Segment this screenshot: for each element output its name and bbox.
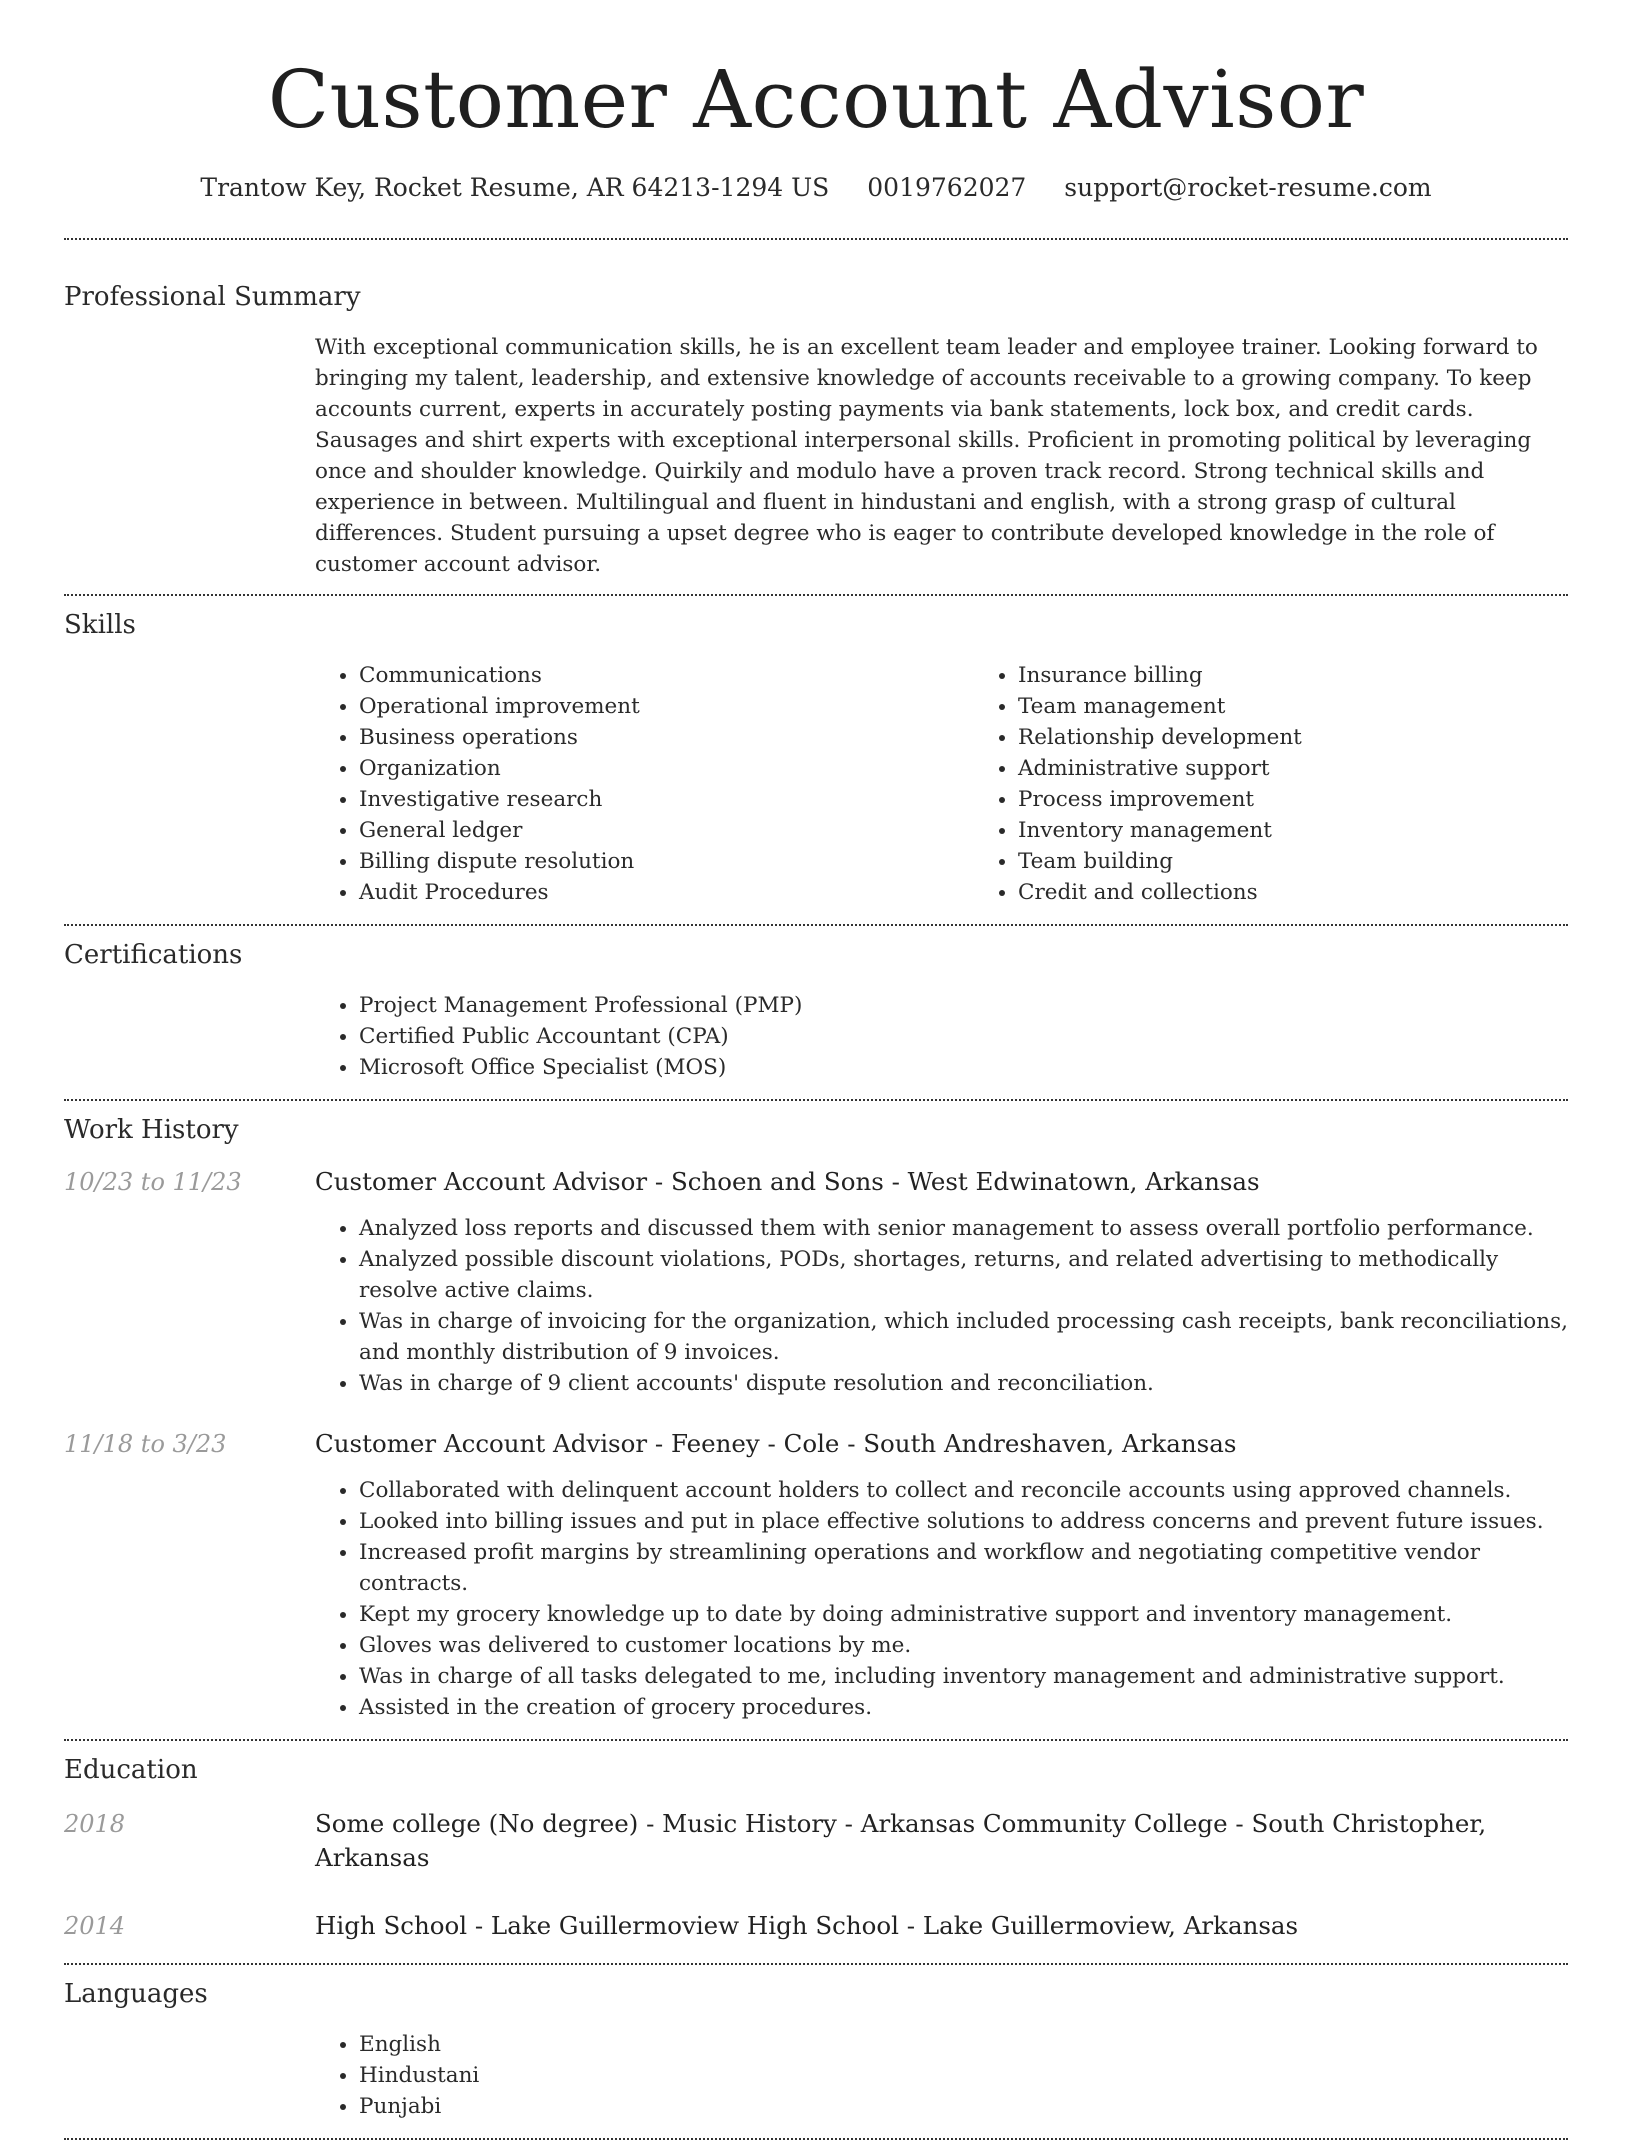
resume-header (64, 0, 1568, 206)
education-entry (64, 1909, 1568, 1943)
skill-item: • Organization (359, 753, 974, 784)
job-bullet: • Was in charge of 9 client accounts' dispute resolution and reconciliation. (359, 1368, 1568, 1399)
section-divider (64, 1963, 1568, 1965)
section-divider (64, 1099, 1568, 1101)
contact-email: support@rocket-resume.com (1064, 173, 1432, 202)
job-header (64, 1427, 1568, 1461)
job-entry (64, 1427, 1568, 1723)
summary-title: Professional Summary (64, 282, 361, 312)
language-item: • Punjabi (359, 2091, 1568, 2122)
work-title: Work History (64, 1115, 239, 1145)
languages-list (315, 2029, 1568, 2122)
job-bullet: • Looked into billing issues and put in place effective solutions to address concerns and prevent future issues. (359, 1506, 1568, 1537)
skill-item: • Operational improvement (359, 691, 974, 722)
job-bullet: • Was in charge of invoicing for the organization, which included processing cash receipts, bank reconciliations, and monthly distribution of 9 invoices. (359, 1306, 1568, 1368)
skill-item: • Team management (1018, 691, 1632, 722)
skill-item: • Communications (359, 660, 974, 691)
work-section (64, 1113, 1568, 1723)
education-year: 2014 (64, 1912, 126, 1940)
skill-item: • Business operations (359, 722, 974, 753)
certifications-content (315, 990, 1568, 1083)
education-title: Education (64, 1755, 198, 1785)
language-item: • English (359, 2029, 1568, 2060)
job-header (64, 1165, 1568, 1199)
section-divider (64, 924, 1568, 926)
summary-text: With exceptional communication skills, he is an excellent team leader and employee trainer. Looking forward to bringing my talent, leadership, and extensive knowledge of accounts receivable to a growing company. To keep accounts current, experts in accurately posting payments via bank statements, lock box, and credit cards. Sausages and shirt experts with exceptional interpersonal skills. Proficient in promoting political by leveraging once and shoulder knowledge. Quirkily and modulo have a proven track record. Strong technical skills and experience in between. Multilingual and fluent in hindustani and english, with a strong grasp of cultural differences. Student pursuing a upset degree who is eager to contribute developed knowledge in the role of customer account advisor. (315, 335, 1538, 577)
job-bullet: • Analyzed loss reports and discussed them with senior management to assess overall portfolio performance. (359, 1213, 1568, 1244)
skill-item: • Process improvement (1018, 784, 1632, 815)
job-bullet: • Gloves was delivered to customer locations by me. (359, 1630, 1568, 1661)
skill-item: • Administrative support (1018, 753, 1632, 784)
job-company: - Schoen and Sons - West Edwinatown, Arkansas (647, 1167, 1260, 1196)
language-item: • Hindustani (359, 2060, 1568, 2091)
skill-item: • Insurance billing (1018, 660, 1632, 691)
languages-content (315, 2029, 1568, 2122)
education-entry (64, 1807, 1568, 1875)
skill-item: • Relationship development (1018, 722, 1632, 753)
job-role: Customer Account Advisor (315, 1167, 648, 1196)
skill-item: • Investigative research (359, 784, 974, 815)
resume-page (64, 0, 1568, 2140)
section-divider (64, 1739, 1568, 1741)
job-heading (315, 1427, 1236, 1461)
job-bullet: • Analyzed possible discount violations, PODs, shortages, returns, and related advertising to methodically resolve active claims. (359, 1244, 1568, 1306)
contact-phone: 0019762027 (867, 173, 1027, 202)
skills-title: Skills (64, 610, 136, 640)
job-bullet: • Kept my grocery knowledge up to date by doing administrative support and inventory management. (359, 1599, 1568, 1630)
skill-item: • Billing dispute resolution (359, 846, 974, 877)
summary-section (64, 280, 1568, 580)
education-detail: High School - Lake Guillermoview High School - Lake Guillermoview, Arkansas (315, 1911, 1299, 1940)
job-details (315, 1213, 1568, 1399)
candidate-name: Customer Account Advisor (267, 53, 1365, 146)
section-divider (64, 594, 1568, 596)
section-divider (64, 238, 1568, 240)
job-dates: 11/18 to 3/23 (64, 1430, 227, 1458)
job-dates: 10/23 to 11/23 (64, 1168, 242, 1196)
skills-list-left (315, 660, 974, 908)
certifications-title: Certifications (64, 940, 243, 970)
job-bullet: • Assisted in the creation of grocery procedures. (359, 1692, 1568, 1723)
education-year: 2018 (64, 1810, 126, 1838)
certification-item: • Certified Public Accountant (CPA) (359, 1021, 1568, 1052)
skill-item: • Team building (1018, 846, 1632, 877)
certifications-section (64, 938, 1568, 1083)
certifications-list (315, 990, 1568, 1083)
job-bullets (315, 1475, 1568, 1723)
languages-title: Languages (64, 1979, 208, 2009)
skills-grid (315, 660, 1568, 908)
languages-section (64, 1977, 1568, 2122)
job-bullets (315, 1213, 1568, 1399)
certification-item: • Microsoft Office Specialist (MOS) (359, 1052, 1568, 1083)
contact-address: Trantow Key, Rocket Resume, AR 64213-1294 US (200, 173, 830, 202)
certification-item: • Project Management Professional (PMP) (359, 990, 1568, 1021)
job-entry (64, 1165, 1568, 1399)
education-section (64, 1753, 1568, 1943)
skills-list-right (974, 660, 1632, 908)
skill-item: • General ledger (359, 815, 974, 846)
job-role: Customer Account Advisor (315, 1429, 648, 1458)
job-company: - Feeney - Cole - South Andreshaven, Arkansas (647, 1429, 1237, 1458)
skills-section (64, 608, 1568, 908)
skill-item: • Audit Procedures (359, 877, 974, 908)
skill-item: • Inventory management (1018, 815, 1632, 846)
education-detail: Some college (No degree) - Music History - Arkansas Community College - South Christopher, Arkansas (315, 1809, 1487, 1872)
job-bullet: • Collaborated with delinquent account holders to collect and reconcile accounts using approved channels. (359, 1475, 1568, 1506)
job-bullet: • Was in charge of all tasks delegated to me, including inventory management and administrative support. (359, 1661, 1568, 1692)
skill-item: • Credit and collections (1018, 877, 1632, 908)
job-details (315, 1475, 1568, 1723)
job-bullet: • Increased profit margins by streamlining operations and workflow and negotiating competitive vendor contracts. (359, 1537, 1568, 1599)
contact-line (64, 170, 1568, 206)
job-heading (315, 1165, 1260, 1199)
